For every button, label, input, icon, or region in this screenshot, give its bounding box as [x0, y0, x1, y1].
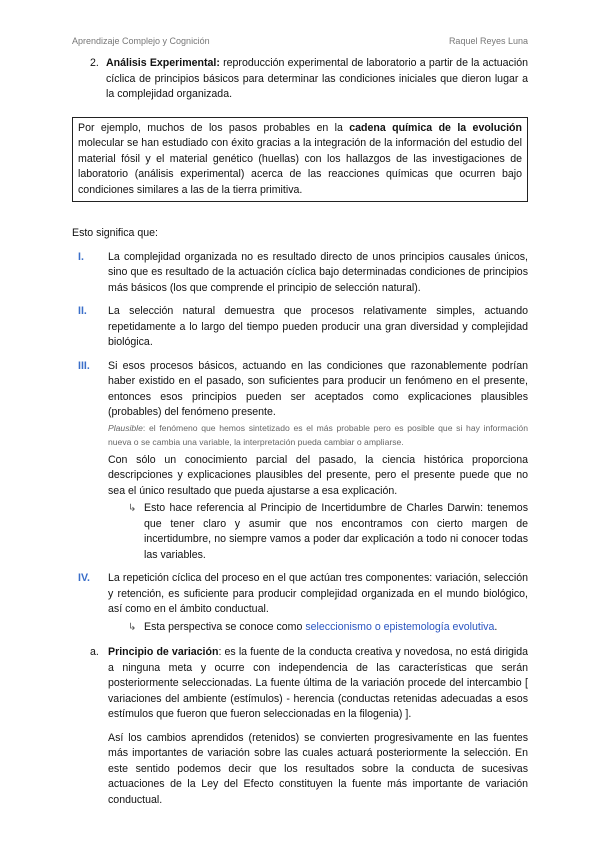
item-text: reproducción experimental de laboratorio a partir de la actuación cíclica de principios básicos para determinar las condiciones iniciales que dieron lugar a la complejidad organizada.: [106, 57, 528, 100]
roman-number: I.: [78, 250, 84, 263]
alpha-definition: : es la fuente de la conducta creativa y novedosa, no está dirigida a ninguna meta y ocurre con independencia de las características que serán posteriormente seleccionadas. La fuente última de la variación procede del intercambio [ variaciones del ambiente (estímulos) - herencia (conductas retenidas adecuadas a esos estímulos que fueron que fueron seleccionadas en la filogenia) ].: [108, 646, 528, 720]
roman-text: Si esos procesos básicos, actuando en las condiciones que razonablemente podrían haber existido en el pasado, son suficientes para producir un fenómeno en el presente, entonces esos principios pueden ser aceptados como explicaciones plausibles (probables) del fenómeno presente.: [108, 359, 528, 418]
page-header: [72, 36, 528, 46]
header-course-title: Aprendizaje Complejo y Cognición: [72, 36, 210, 46]
arrow-item-darwin: [128, 501, 528, 563]
roman-item-3: [72, 359, 528, 564]
alpha-number: a.: [90, 646, 99, 658]
roman-item-1: [72, 250, 528, 297]
roman-text: La repetición cíclica del proceso en el que actúan tres componentes: variación, selección y retención, es suficiente para producir complejidad organizada en el mundo biológico, así como en el ámbito conductual.: [108, 572, 528, 615]
page-content: [72, 56, 528, 808]
example-box: [72, 117, 528, 203]
roman-body: [108, 359, 528, 564]
note-text: : el fenómeno que hemos sintetizado es el más probable pero es posible que si hay información nueva o se cambia una variable, la interpretación pueda cambiar o ampliarse.: [108, 422, 528, 447]
roman-number: IV.: [78, 572, 90, 584]
arrow-bullet-icon: ↳: [128, 503, 137, 514]
alpha-term: Principio de variación: [108, 646, 219, 658]
plausible-note: [108, 421, 528, 449]
roman-text: La selección natural demuestra que procesos relativamente simples, actuando repetidamente a lo largo del tiempo pueden producir una gran diversidad y complejidad biológica.: [108, 305, 528, 348]
alpha-text: [108, 645, 528, 723]
seleccionismo-link[interactable]: seleccionismo o epistemología evolutiva: [305, 620, 495, 633]
arrow-text: [144, 620, 497, 636]
roman-body: [108, 571, 528, 635]
box-text-pre: Por ejemplo, muchos de los pasos probables en la: [78, 121, 350, 134]
roman-number: II.: [78, 305, 87, 317]
item-number: 2.: [90, 57, 99, 69]
alpha-paragraph-2: Así los cambios aprendidos (retenidos) se convierten progresivamente en las fuentes más importantes de variación sobre las cuales actuará posteriormente la selección. En este sentido podemos decir que los resultados sobre la conducta de sucesivas actuaciones de la Ley del Efecto constituyen la fuente más importante de variación conductual.: [108, 731, 528, 806]
numbered-item-2: [90, 56, 528, 103]
roman-item-4: [72, 571, 528, 635]
roman-number: III.: [78, 359, 90, 372]
roman-item-2: [72, 304, 528, 351]
roman-text: La complejidad organizada no es resultado directo de unos principios causales únicos, sino que es resultado de la actuación cíclica bajo determinadas condiciones de principios más básicos (los que comprende el principio de selección natural).: [108, 250, 528, 294]
intro-sentence: Esto significa que:: [72, 227, 158, 239]
arrow-text-pre: Esta perspectiva se conoce como: [144, 620, 306, 633]
arrow-text: Esto hace referencia al Principio de Incertidumbre de Charles Darwin: tenemos que tener claro y asumir que nos encontramos con cierto margen de incertidumbre, no siempre vamos a poder dar explicación a todo ni conocer todas las variables.: [144, 502, 528, 561]
box-text-post: molecular se han estudiado con éxito gracias a la integración de la información del estudio del material fósil y el material genético (huellas) con los hallazgos de las investigaciones de laboratorio (análisis experimental) acerca de las reacciones químicas que ocurren bajo condiciones similares a las de la tierra primitiva.: [78, 137, 522, 196]
arrow-item-seleccionismo: [128, 620, 528, 636]
roman-paragraph-2: Con sólo un conocimiento parcial del pasado, la ciencia histórica proporciona descripciones y explicaciones plausibles del presente, pero el presente puede que no sea el único resultado que pueda ajustarse a esa explicación.: [108, 453, 528, 497]
arrow-bullet-icon: ↳: [128, 621, 137, 633]
item-term: Análisis Experimental:: [106, 57, 220, 69]
item-body: [106, 56, 528, 103]
header-author: Raquel Reyes Luna: [448, 36, 528, 46]
note-label: Plausible: [108, 422, 143, 433]
arrow-text-post: .: [494, 620, 498, 633]
box-text-bold: cadena química de la evolución: [349, 121, 522, 134]
alpha-item-a: [90, 645, 528, 808]
alpha-body: [108, 645, 528, 808]
